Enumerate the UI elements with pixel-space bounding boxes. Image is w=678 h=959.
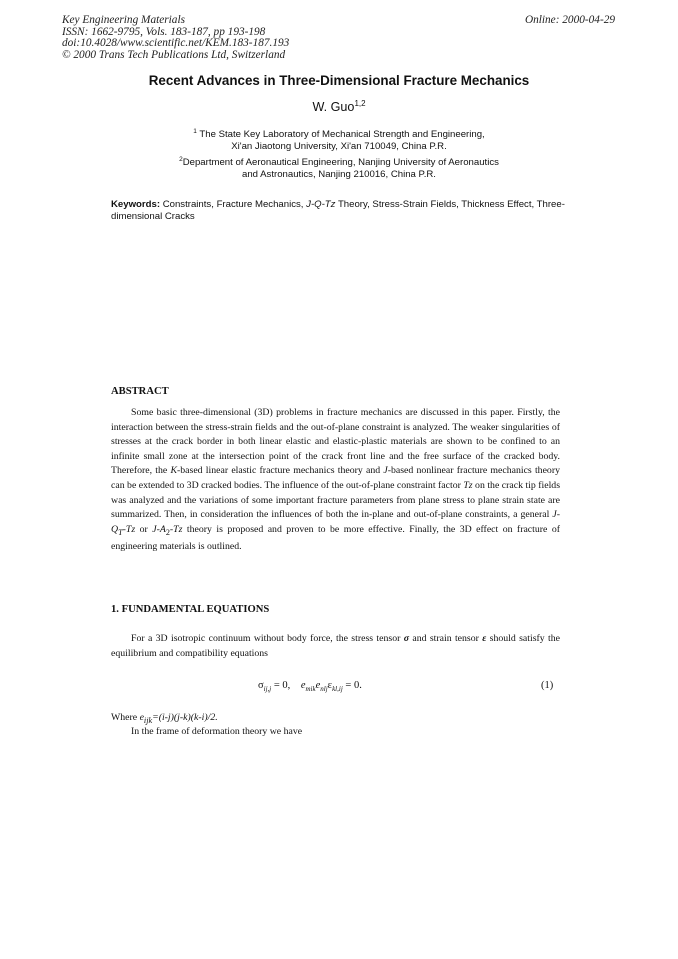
where-prefix: Where xyxy=(111,712,140,723)
abstract-jq: J-Q xyxy=(111,509,560,535)
where-line xyxy=(111,712,218,725)
eq-sub-3: nlj xyxy=(320,685,328,694)
eq-e2: e xyxy=(315,680,321,691)
affiliation-2 xyxy=(0,154,678,180)
author-affil-sup: 1,2 xyxy=(354,99,366,108)
abstract-text-2: -based linear elastic fracture mechanics theory and xyxy=(177,465,384,477)
abstract-or: or xyxy=(135,523,153,535)
abstract-ja: J-A xyxy=(152,523,166,535)
section-1-text-3: should satisfy the equilibrium and compatibility equations xyxy=(111,633,560,659)
abstract-q-sub: T xyxy=(118,527,123,537)
affil-1-line-1: The State Key Laboratory of Mechanical Strength and Engineering, xyxy=(199,129,485,141)
section-1-heading: 1. FUNDAMENTAL EQUATIONS xyxy=(111,604,270,615)
author-line xyxy=(0,99,678,114)
abstract-text-5: theory is proposed and proven to be more effective. Finally, the 3D effect on fracture of engineering materials is outlined. xyxy=(111,523,560,553)
affil-1-sup: 1 xyxy=(193,128,197,135)
eq-part-1: = 0, xyxy=(271,680,291,691)
epsilon-symbol: ε xyxy=(482,633,487,644)
eq-sub-2: mik xyxy=(305,685,316,694)
abstract-k: K xyxy=(170,465,178,477)
where-rest: =(i-j)(j-k)(k-i)/2. xyxy=(152,712,218,723)
keywords-label: Keywords: xyxy=(111,199,161,210)
eq-sub-1: ij,j xyxy=(263,685,272,694)
where-sub: ijk xyxy=(143,715,153,725)
affil-2-sup: 2 xyxy=(179,156,183,163)
keywords-text-a: Constraints, Fracture Mechanics, xyxy=(160,199,307,210)
equation-1 xyxy=(258,680,362,693)
section-1-text-1: For a 3D isotropic continuum without body force, the stress tensor xyxy=(131,633,404,644)
deformation-theory-line: In the frame of deformation theory we have xyxy=(131,726,303,737)
copyright-line: © 2000 Trans Tech Publications Ltd, Switzerland xyxy=(62,48,286,61)
online-date: Online: 2000-04-29 xyxy=(524,14,615,26)
section-1-body xyxy=(111,632,560,661)
issn-line: ISSN: 1662-9795, Vols. 183-187, pp 193-198 xyxy=(62,25,266,38)
eq-part-2: = 0. xyxy=(342,680,362,691)
paper-title: Recent Advances in Three-Dimensional Fracture Mechanics xyxy=(148,73,530,88)
abstract-tz-2: -Tz xyxy=(122,523,136,535)
abstract-text-4: on the crack tip fields was analyzed and the variations of some important fracture parameters from plane stress to plane strain state are summarized. Then, in consideration the influences of both the in-plane and out-of-plane constraints, a general xyxy=(111,479,561,521)
abstract-j: J xyxy=(383,465,388,477)
equation-number: (1) xyxy=(541,680,554,691)
abstract-body xyxy=(111,406,560,555)
affil-2-line-1: Department of Aeronautical Engineering, Nanjing University of Aeronautics xyxy=(182,157,499,169)
keywords xyxy=(111,199,567,223)
keywords-text-c: Theory, Stress-Strain Fields, Thickness Effect, Three-dimensional Cracks xyxy=(111,199,565,222)
journal-name: Key Engineering Materials xyxy=(62,14,185,26)
eq-e1: e xyxy=(300,680,306,691)
where-e: e xyxy=(139,712,144,723)
eq-epsilon: ε xyxy=(327,680,333,691)
journal-header xyxy=(62,15,289,61)
keywords-jqtz: J-Q-Tz xyxy=(306,199,336,210)
affil-2-line-2: and Astronautics, Nanjing 210016, China P.R. xyxy=(242,168,436,180)
section-1-text-2: and strain tensor xyxy=(409,633,483,644)
eq-sigma: σ xyxy=(258,680,264,691)
eq-sub-4: kl,ij xyxy=(332,685,343,694)
abstract-text-1: Some basic three-dimensional (3D) problems in fracture mechanics are discussed in this paper. Firstly, the interaction between the stress-strain fields and the out-of-plane constraint is analyzed. The weaker singularities of stresses at the crack border in both linear elastic and elastic-plastic materials are shown to be confined to an infinite small zone at the intersection point of the crack front line and the free surface of the cracked body. Therefore, the xyxy=(111,407,560,477)
abstract-tz-3: -Tz xyxy=(169,523,183,535)
affiliation-1 xyxy=(0,126,678,152)
abstract-text-3: -based nonlinear fracture mechanics theory can be extended to 3D cracked bodies. The influence of the out-of-plane constraint factor xyxy=(111,465,560,491)
author-name: W. Guo xyxy=(312,100,355,115)
doi-line: doi:10.4028/www.scientific.net/KEM.183-187.193 xyxy=(62,37,290,50)
abstract-a-sub: 2 xyxy=(165,527,170,537)
abstract-tz: Tz xyxy=(463,479,473,491)
sigma-symbol: σ xyxy=(403,633,409,644)
affil-1-line-2: Xi'an Jiaotong University, Xi'an 710049, China P.R. xyxy=(231,140,447,152)
abstract-heading: ABSTRACT xyxy=(111,386,169,397)
